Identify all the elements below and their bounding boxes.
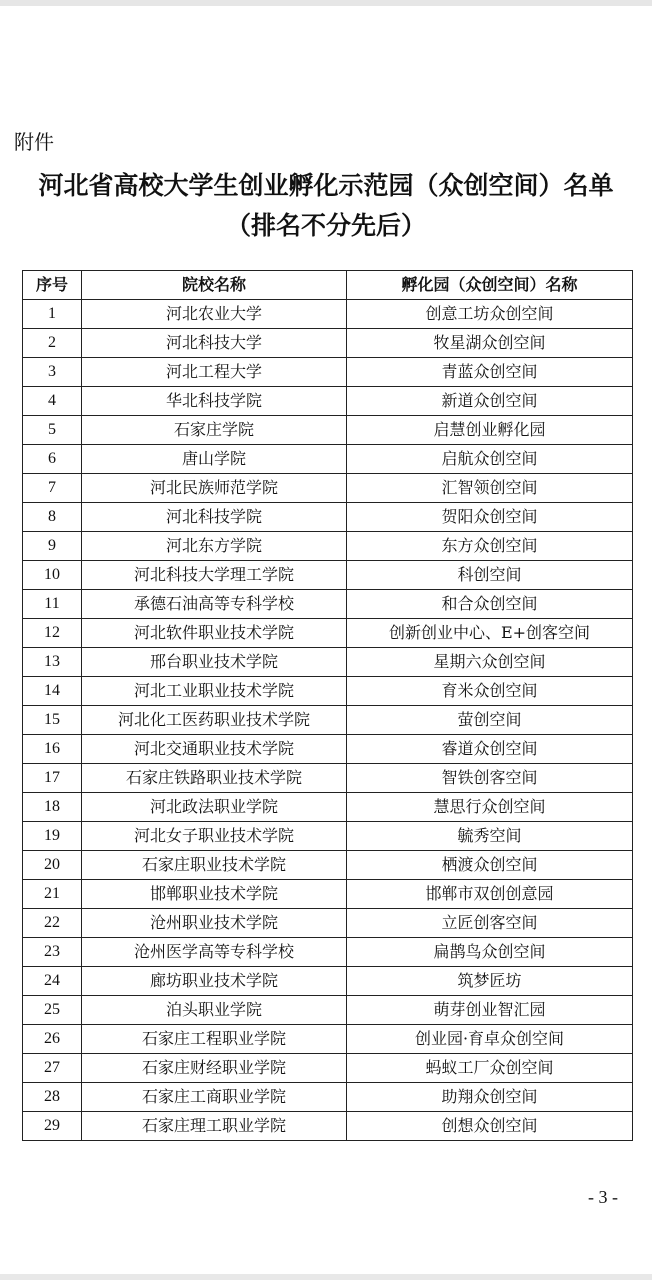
row-index: 16 (23, 735, 82, 764)
row-index: 22 (23, 909, 82, 938)
table-row (23, 1054, 633, 1083)
incubator-name: 邯郸市双创创意园 (347, 880, 633, 909)
row-index: 20 (23, 851, 82, 880)
incubator-name: 智铁创客空间 (347, 764, 633, 793)
incubator-name: 创想众创空间 (347, 1112, 633, 1141)
school-name: 河北女子职业技术学院 (82, 822, 347, 851)
row-index: 6 (23, 445, 82, 474)
incubator-name: 贺阳众创空间 (347, 503, 633, 532)
incubator-name: 科创空间 (347, 561, 633, 590)
incubator-name: 立匠创客空间 (347, 909, 633, 938)
table-row (23, 967, 633, 996)
school-name: 华北科技学院 (82, 387, 347, 416)
row-index: 25 (23, 996, 82, 1025)
table-row (23, 1083, 633, 1112)
table-row (23, 880, 633, 909)
school-name: 沧州医学高等专科学校 (82, 938, 347, 967)
school-name: 唐山学院 (82, 445, 347, 474)
table-row (23, 764, 633, 793)
table-row (23, 1025, 633, 1054)
row-index: 23 (23, 938, 82, 967)
incubator-name: 助翔众创空间 (347, 1083, 633, 1112)
incubator-name: 筑梦匠坊 (347, 967, 633, 996)
table-header-row (23, 271, 633, 300)
incubator-name: 毓秀空间 (347, 822, 633, 851)
school-name: 石家庄职业技术学院 (82, 851, 347, 880)
incubator-name: 睿道众创空间 (347, 735, 633, 764)
incubator-name: 萤创空间 (347, 706, 633, 735)
row-index: 21 (23, 880, 82, 909)
school-name: 廊坊职业技术学院 (82, 967, 347, 996)
row-index: 26 (23, 1025, 82, 1054)
incubator-name: 青蓝众创空间 (347, 358, 633, 387)
document-page (0, 6, 652, 1274)
page-number: - 3 - (588, 1187, 618, 1207)
row-index: 2 (23, 329, 82, 358)
table-row (23, 416, 633, 445)
table-row (23, 677, 633, 706)
bottom-edge (0, 1274, 652, 1280)
incubator-name: 扁鹊鸟众创空间 (347, 938, 633, 967)
row-index: 14 (23, 677, 82, 706)
incubator-name: 星期六众创空间 (347, 648, 633, 677)
attachment-label: 附件 (14, 130, 54, 154)
school-name: 河北农业大学 (82, 300, 347, 329)
row-index: 4 (23, 387, 82, 416)
table-row (23, 909, 633, 938)
school-name: 河北交通职业技术学院 (82, 735, 347, 764)
school-name: 石家庄理工职业学院 (82, 1112, 347, 1141)
table-row (23, 590, 633, 619)
row-index: 7 (23, 474, 82, 503)
table-row (23, 938, 633, 967)
row-index: 5 (23, 416, 82, 445)
table-row (23, 822, 633, 851)
school-name: 河北民族师范学院 (82, 474, 347, 503)
school-name: 承德石油高等专科学校 (82, 590, 347, 619)
document-subtitle: （排名不分先后） (225, 211, 426, 240)
incubator-name: 创意工坊众创空间 (347, 300, 633, 329)
row-index: 9 (23, 532, 82, 561)
incubator-name: 汇智领创空间 (347, 474, 633, 503)
table-row (23, 706, 633, 735)
table-row (23, 387, 633, 416)
row-index: 27 (23, 1054, 82, 1083)
table-row (23, 474, 633, 503)
table-row (23, 358, 633, 387)
incubator-name: 启航众创空间 (347, 445, 633, 474)
row-index: 17 (23, 764, 82, 793)
table-row (23, 300, 633, 329)
row-index: 18 (23, 793, 82, 822)
row-index: 24 (23, 967, 82, 996)
incubator-name: 栖渡众创空间 (347, 851, 633, 880)
table-row (23, 996, 633, 1025)
table-row (23, 619, 633, 648)
incubator-name: 蚂蚁工厂众创空间 (347, 1054, 633, 1083)
incubator-name: 创新创业中心、E+创客空间 (347, 619, 633, 648)
incubator-name: 新道众创空间 (347, 387, 633, 416)
row-index: 1 (23, 300, 82, 329)
school-name: 河北政法职业学院 (82, 793, 347, 822)
table-row (23, 532, 633, 561)
table-row (23, 793, 633, 822)
table-row (23, 735, 633, 764)
document-title: 河北省高校大学生创业孵化示范园（众创空间）名单 (38, 171, 614, 200)
row-index: 19 (23, 822, 82, 851)
school-name: 邢台职业技术学院 (82, 648, 347, 677)
school-name: 河北工业职业技术学院 (82, 677, 347, 706)
row-index: 13 (23, 648, 82, 677)
table-row (23, 445, 633, 474)
table-row (23, 503, 633, 532)
table-row (23, 851, 633, 880)
row-index: 12 (23, 619, 82, 648)
table-row (23, 561, 633, 590)
incubator-name: 育米众创空间 (347, 677, 633, 706)
incubator-name: 牧星湖众创空间 (347, 329, 633, 358)
row-index: 11 (23, 590, 82, 619)
school-name: 石家庄铁路职业技术学院 (82, 764, 347, 793)
school-name: 河北东方学院 (82, 532, 347, 561)
table-row (23, 1112, 633, 1141)
school-name: 河北软件职业技术学院 (82, 619, 347, 648)
table-body (23, 300, 633, 1141)
school-name: 河北科技学院 (82, 503, 347, 532)
school-name: 沧州职业技术学院 (82, 909, 347, 938)
school-name: 泊头职业学院 (82, 996, 347, 1025)
incubator-name: 萌芽创业智汇园 (347, 996, 633, 1025)
row-index: 15 (23, 706, 82, 735)
school-name: 石家庄工商职业学院 (82, 1083, 347, 1112)
row-index: 3 (23, 358, 82, 387)
header-index: 序号 (23, 271, 82, 300)
header-incubator-name: 孵化园（众创空间）名称 (347, 271, 633, 300)
row-index: 10 (23, 561, 82, 590)
school-name: 河北化工医药职业技术学院 (82, 706, 347, 735)
incubator-list-table (22, 270, 633, 1141)
incubator-name: 慧思行众创空间 (347, 793, 633, 822)
table-row (23, 329, 633, 358)
school-name: 石家庄工程职业学院 (82, 1025, 347, 1054)
school-name: 河北科技大学 (82, 329, 347, 358)
table-row (23, 648, 633, 677)
incubator-name: 创业园·育卓众创空间 (347, 1025, 633, 1054)
school-name: 河北科技大学理工学院 (82, 561, 347, 590)
school-name: 邯郸职业技术学院 (82, 880, 347, 909)
school-name: 石家庄学院 (82, 416, 347, 445)
incubator-name: 和合众创空间 (347, 590, 633, 619)
school-name: 石家庄财经职业学院 (82, 1054, 347, 1083)
header-school-name: 院校名称 (82, 271, 347, 300)
row-index: 29 (23, 1112, 82, 1141)
school-name: 河北工程大学 (82, 358, 347, 387)
incubator-name: 东方众创空间 (347, 532, 633, 561)
row-index: 28 (23, 1083, 82, 1112)
incubator-name: 启慧创业孵化园 (347, 416, 633, 445)
row-index: 8 (23, 503, 82, 532)
